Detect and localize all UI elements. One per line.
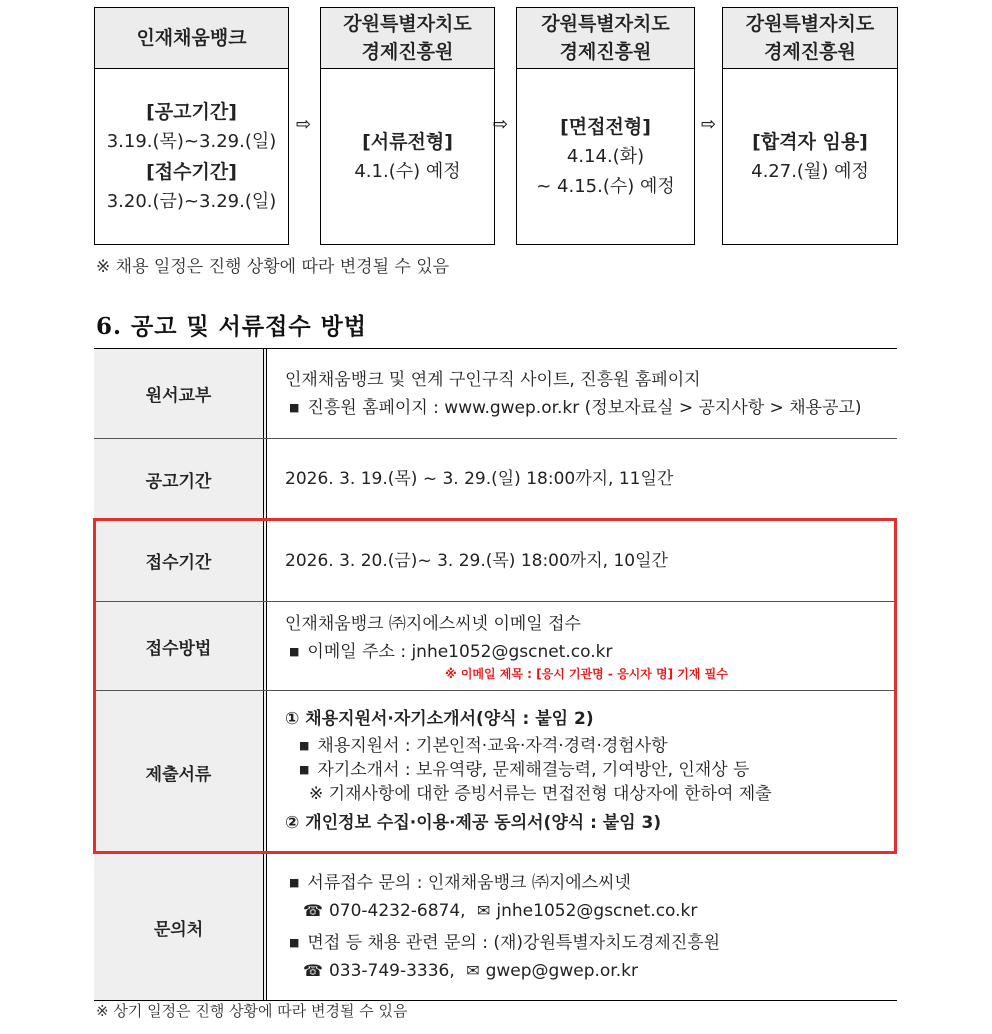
step-4-date: 4.27.(월) 예정 xyxy=(751,160,869,182)
step-1-body xyxy=(95,69,288,244)
step-1-date-1: 3.19.(목)~3.29.(일) xyxy=(106,130,277,152)
arrow-icon: ⇨ xyxy=(296,114,312,135)
envelope-icon: ✉ xyxy=(477,901,491,920)
step-4-head xyxy=(723,8,897,69)
contact-2-details xyxy=(285,957,897,985)
row-label-docs: 제출서류 xyxy=(94,691,267,853)
bullet-square-icon: ■ xyxy=(289,876,300,889)
email-subject-note: ※ 이메일 제목 : [응시 기관명 - 응시자 명] 기재 필수 xyxy=(445,667,728,681)
step-4-head-text-2: 경제진흥원 xyxy=(764,41,856,63)
form-line-2 xyxy=(285,394,897,422)
step-box-4 xyxy=(722,7,898,245)
step-3-date-1: 4.14.(화) xyxy=(566,145,645,167)
contact-line-2 xyxy=(285,929,897,957)
bullet-square-icon: ■ xyxy=(289,400,300,414)
docs-sub-1-text: 채용지원서 : 기본인적·교육·자격·경력·경험사항 xyxy=(317,736,668,756)
step-3-head-text-1: 강원특별자치도 xyxy=(541,13,670,35)
table-row-form xyxy=(94,349,897,439)
bullet-square-icon: ■ xyxy=(299,763,310,776)
step-1-head-text: 인재채움뱅크 xyxy=(136,27,247,49)
contact-line-1-text: 서류접수 문의 : 인재채움뱅크 ㈜지에스씨넷 xyxy=(307,873,631,893)
form-line-1: 인재채움뱅크 및 연계 구인구직 사이트, 진흥원 홈페이지 xyxy=(285,369,701,390)
contact-phone-2: 033-749-3336, xyxy=(328,961,455,981)
row-label-form: 원서교부 xyxy=(94,349,267,438)
docs-note: ※ 기재사항에 대한 증빙서류는 면접전형 대상자에 한하여 제출 xyxy=(309,784,772,804)
row-label-method: 접수방법 xyxy=(94,602,267,690)
step-2-date: 4.1.(수) 예정 xyxy=(354,160,461,182)
docs-sub-2-text: 자기소개서 : 보유역량, 문제해결능력, 기여방안, 인재상 등 xyxy=(317,760,750,780)
bottom-note: ※ 상기 일정은 진행 상황에 따라 변경될 수 있음 xyxy=(96,1002,408,1020)
step-1-label-2: [접수기간] xyxy=(146,160,237,183)
bullet-square-icon: ■ xyxy=(299,739,310,752)
row-label-notice: 공고기간 xyxy=(94,439,267,519)
envelope-icon: ✉ xyxy=(466,961,480,980)
docs-item-2: ② 개인정보 수집·이용·제공 동의서(양식 : 붙임 3) xyxy=(285,813,662,833)
section-title: 6. 공고 및 서류접수 방법 xyxy=(96,313,368,340)
step-3-head-text-2: 경제진흥원 xyxy=(559,41,652,63)
row-content-period: 2026. 3. 20.(금)~ 3. 29.(목) 18:00까지, 10일간 xyxy=(285,550,668,571)
docs-item-1: ① 채용지원서·자기소개서(양식 : 붙임 2) xyxy=(285,709,594,729)
step-4-head-text-1: 강원특별자치도 xyxy=(745,13,875,35)
step-1-head xyxy=(95,8,288,69)
row-content-notice: 2026. 3. 19.(목) ~ 3. 29.(일) 18:00까지, 11일간 xyxy=(285,469,674,489)
phone-icon: ☎ xyxy=(303,901,323,920)
step-4-label: [합격자 임용] xyxy=(752,130,868,153)
method-line-1: 인재채움뱅크 ㈜지에스씨넷 이메일 접수 xyxy=(285,614,581,634)
row-label-contact: 문의처 xyxy=(94,854,267,1000)
email-address: 이메일 주소 : jnhe1052@gscnet.co.kr xyxy=(307,642,613,662)
step-2-label: [서류전형] xyxy=(362,130,453,153)
step-3-head xyxy=(517,8,694,69)
bullet-square-icon: ■ xyxy=(289,936,300,949)
step-2-head xyxy=(321,8,494,69)
highlight-box xyxy=(93,518,897,854)
step-2-body xyxy=(321,69,494,244)
bullet-square-icon: ■ xyxy=(289,645,300,658)
schedule-note: ※ 채용 일정은 진행 상황에 따라 변경될 수 있음 xyxy=(96,257,450,277)
row-content-form xyxy=(267,349,897,438)
step-3-label: [면접전형] xyxy=(560,115,651,138)
step-1-date-2: 3.20.(금)~3.29.(일) xyxy=(106,190,277,212)
arrow-icon: ⇨ xyxy=(493,114,509,135)
contact-line-2-text: 면접 등 채용 관련 문의 : (재)강원특별자치도경제진흥원 xyxy=(307,933,721,953)
arrow-icon: ⇨ xyxy=(701,114,717,135)
step-1-label-1: [공고기간] xyxy=(146,100,237,123)
row-label-period: 접수기간 xyxy=(94,520,267,601)
step-3-date-2: ~ 4.15.(수) 예정 xyxy=(536,175,675,197)
step-4-body xyxy=(723,69,897,244)
contact-email-2: gwep@gwep.or.kr xyxy=(485,961,638,981)
contact-line-1 xyxy=(285,869,897,897)
step-2-head-text-1: 강원특별자치도 xyxy=(343,13,472,35)
form-line-2-text: 진흥원 홈페이지 : www.gwep.or.kr (정보자료실 > 공지사항 > 채용공고) xyxy=(307,397,862,418)
table-row-contact xyxy=(94,854,897,1000)
step-box-3 xyxy=(516,7,695,245)
step-box-2 xyxy=(320,7,495,245)
row-content-contact xyxy=(267,854,897,1000)
step-box-1 xyxy=(94,7,289,245)
step-2-head-text-2: 경제진흥원 xyxy=(361,41,454,63)
step-3-body xyxy=(517,69,694,244)
table-row-notice xyxy=(94,439,897,520)
contact-1-details xyxy=(285,897,897,925)
phone-icon: ☎ xyxy=(303,961,323,980)
contact-email-1: jnhe1052@gscnet.co.kr xyxy=(496,901,698,921)
contact-phone-1: 070-4232-6874, xyxy=(328,901,466,921)
